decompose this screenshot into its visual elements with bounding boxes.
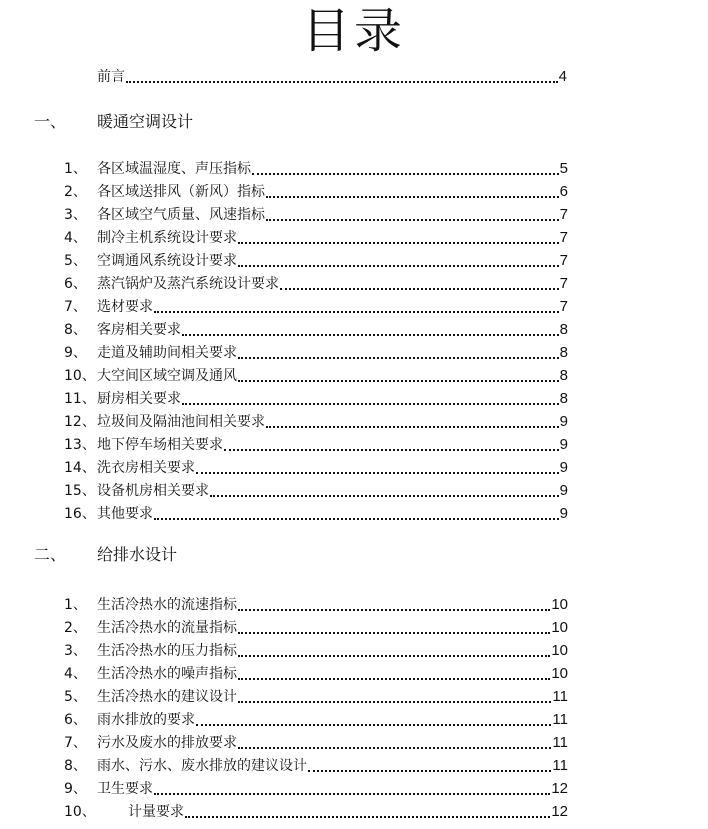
toc-entry[interactable]	[97, 181, 568, 201]
dot-leader	[238, 701, 551, 703]
toc-entry[interactable]	[97, 388, 568, 408]
toc-entry[interactable]	[97, 273, 568, 293]
toc-entry-number: 2、	[64, 620, 87, 636]
toc-entry-label: 生活冷热水的流量指标	[97, 620, 237, 636]
toc-entry-number: 11、	[64, 391, 96, 407]
dot-leader	[238, 747, 551, 749]
toc-entry-label: 厨房相关要求	[97, 391, 181, 407]
toc-entry-label: 垃圾间及隔油池间相关要求	[97, 414, 265, 430]
toc-entry-label: 计量要求	[128, 804, 184, 820]
section-number: 一、	[34, 112, 67, 131]
toc-entry-label: 生活冷热水的建议设计	[97, 689, 237, 705]
toc-entry-page: 9	[559, 459, 568, 476]
toc-entry-number: 7、	[64, 735, 87, 751]
toc-entry-label: 生活冷热水的噪声指标	[97, 666, 237, 682]
toc-entry-page: 4	[558, 68, 567, 85]
toc-entry-page: 7	[559, 252, 568, 269]
toc-entry[interactable]	[97, 204, 568, 224]
toc-entry-page: 9	[559, 505, 568, 522]
toc-entry-page: 9	[559, 436, 568, 453]
toc-entry[interactable]	[97, 342, 568, 362]
toc-entry-number: 8、	[64, 758, 87, 774]
toc-entry-page: 10	[551, 665, 568, 682]
section-heading[interactable]: 给排水设计	[97, 545, 178, 564]
toc-entry-label: 雨水、污水、废水排放的建议设计	[97, 758, 307, 774]
toc-entry-page: 11	[552, 688, 568, 705]
dot-leader	[154, 793, 550, 795]
dot-leader	[252, 173, 559, 175]
toc-entry[interactable]	[97, 319, 568, 339]
dot-leader	[238, 655, 550, 657]
toc-entry-page: 10	[551, 596, 568, 613]
toc-entry[interactable]	[97, 227, 568, 247]
toc-entry-label: 卫生要求	[97, 781, 153, 797]
toc-entry-page: 9	[559, 482, 568, 499]
toc-entry-label: 前言	[97, 69, 125, 85]
toc-entry-number: 9、	[64, 345, 87, 361]
toc-entry-page: 12	[551, 780, 568, 797]
dot-leader	[126, 81, 558, 83]
dot-leader	[210, 495, 559, 497]
toc-entry[interactable]	[97, 250, 568, 270]
dot-leader	[182, 334, 559, 336]
toc-entry[interactable]	[97, 457, 568, 477]
dot-leader	[185, 816, 550, 818]
dot-leader	[238, 357, 559, 359]
toc-entry-label: 生活冷热水的流速指标	[97, 597, 237, 613]
toc-entry-page: 7	[559, 298, 568, 315]
toc-entry-page: 8	[559, 321, 568, 338]
toc-entry-label: 生活冷热水的压力指标	[97, 643, 237, 659]
toc-entry[interactable]	[97, 594, 568, 614]
dot-leader	[238, 242, 559, 244]
dot-leader	[238, 632, 550, 634]
toc-entry-page: 11	[552, 757, 568, 774]
toc-entry-number: 14、	[64, 460, 96, 476]
dot-leader	[266, 196, 559, 198]
toc-entry[interactable]	[128, 801, 568, 821]
toc-entry-number: 2、	[64, 184, 87, 200]
toc-entry-label: 污水及废水的排放要求	[97, 735, 237, 751]
toc-title: 目录	[301, 3, 406, 59]
toc-entry-label: 地下停车场相关要求	[97, 437, 223, 453]
toc-entry-number: 12、	[64, 414, 96, 430]
toc-entry-label: 走道及辅助间相关要求	[97, 345, 237, 361]
dot-leader	[280, 288, 559, 290]
toc-entry-label: 其他要求	[97, 506, 153, 522]
toc-entry[interactable]	[97, 296, 568, 316]
toc-entry-number: 3、	[64, 643, 87, 659]
toc-entry[interactable]	[97, 663, 568, 683]
dot-leader	[196, 724, 551, 726]
toc-entry-preface[interactable]	[97, 66, 567, 86]
section-number: 二、	[34, 545, 67, 564]
toc-entry-label: 雨水排放的要求	[97, 712, 195, 728]
toc-entry-label: 制冷主机系统设计要求	[97, 230, 237, 246]
section-heading[interactable]: 暖通空调设计	[97, 112, 194, 131]
dot-leader	[238, 380, 559, 382]
toc-entry-number: 6、	[64, 276, 87, 292]
toc-entry[interactable]	[97, 640, 568, 660]
toc-entry[interactable]	[97, 365, 568, 385]
toc-entry-number: 10、	[64, 804, 96, 820]
toc-entry-page: 8	[559, 344, 568, 361]
toc-entry-number: 3、	[64, 207, 87, 223]
dot-leader	[308, 770, 551, 772]
toc-entry[interactable]	[97, 503, 568, 523]
toc-entry-label: 客房相关要求	[97, 322, 181, 338]
toc-entry[interactable]	[97, 411, 568, 431]
toc-entry-number: 6、	[64, 712, 87, 728]
toc-entry-page: 8	[559, 367, 568, 384]
dot-leader	[266, 219, 559, 221]
toc-entry-page: 9	[559, 413, 568, 430]
toc-entry-page: 7	[559, 206, 568, 223]
dot-leader	[196, 472, 559, 474]
toc-entry-number: 16、	[64, 506, 96, 522]
toc-entry-label: 各区域送排风（新风）指标	[97, 184, 265, 200]
toc-entry-label: 选材要求	[97, 299, 153, 315]
toc-entry-label: 蒸汽锅炉及蒸汽系统设计要求	[97, 276, 279, 292]
toc-entry-page: 8	[559, 390, 568, 407]
toc-entry-label: 各区域空气质量、风速指标	[97, 207, 265, 223]
toc-entry-label: 空调通风系统设计要求	[97, 253, 237, 269]
toc-entry-number: 1、	[64, 161, 87, 177]
toc-entry-label: 洗衣房相关要求	[97, 460, 195, 476]
toc-entry-page: 11	[552, 711, 568, 728]
toc-entry[interactable]	[97, 778, 568, 798]
toc-entry-page: 7	[559, 229, 568, 246]
dot-leader	[238, 609, 550, 611]
toc-entry-label: 各区域温湿度、声压指标	[97, 161, 251, 177]
toc-entry[interactable]	[97, 158, 568, 178]
toc-entry-label: 大空间区域空调及通风	[97, 368, 237, 384]
toc-entry-number: 10、	[64, 368, 96, 384]
dot-leader	[224, 449, 559, 451]
toc-entry[interactable]	[97, 732, 568, 752]
toc-entry-number: 13、	[64, 437, 96, 453]
dot-leader	[154, 518, 559, 520]
dot-leader	[238, 678, 550, 680]
toc-entry-number: 5、	[64, 253, 87, 269]
toc-entry-page: 10	[551, 619, 568, 636]
toc-entry[interactable]	[97, 434, 568, 454]
toc-entry-page: 12	[551, 803, 568, 820]
dot-leader	[154, 311, 559, 313]
toc-entry-page: 7	[559, 275, 568, 292]
toc-entry-number: 1、	[64, 597, 87, 613]
toc-entry-page: 11	[552, 734, 568, 751]
toc-entry[interactable]	[97, 480, 568, 500]
dot-leader	[266, 426, 559, 428]
toc-entry-number: 7、	[64, 299, 87, 315]
toc-entry[interactable]	[97, 617, 568, 637]
toc-entry-page: 6	[559, 183, 568, 200]
toc-entry-number: 8、	[64, 322, 87, 338]
toc-entry-number: 4、	[64, 230, 87, 246]
toc-entry[interactable]	[97, 686, 568, 706]
toc-entry-number: 15、	[64, 483, 96, 499]
dot-leader	[182, 403, 559, 405]
toc-entry-label: 设备机房相关要求	[97, 483, 209, 499]
toc-entry-page: 5	[559, 160, 568, 177]
toc-entry[interactable]	[97, 709, 568, 729]
toc-entry-number: 9、	[64, 781, 87, 797]
toc-entry-number: 4、	[64, 666, 87, 682]
toc-entry[interactable]	[97, 755, 568, 775]
toc-entry-number: 5、	[64, 689, 87, 705]
dot-leader	[238, 265, 559, 267]
toc-entry-page: 10	[551, 642, 568, 659]
